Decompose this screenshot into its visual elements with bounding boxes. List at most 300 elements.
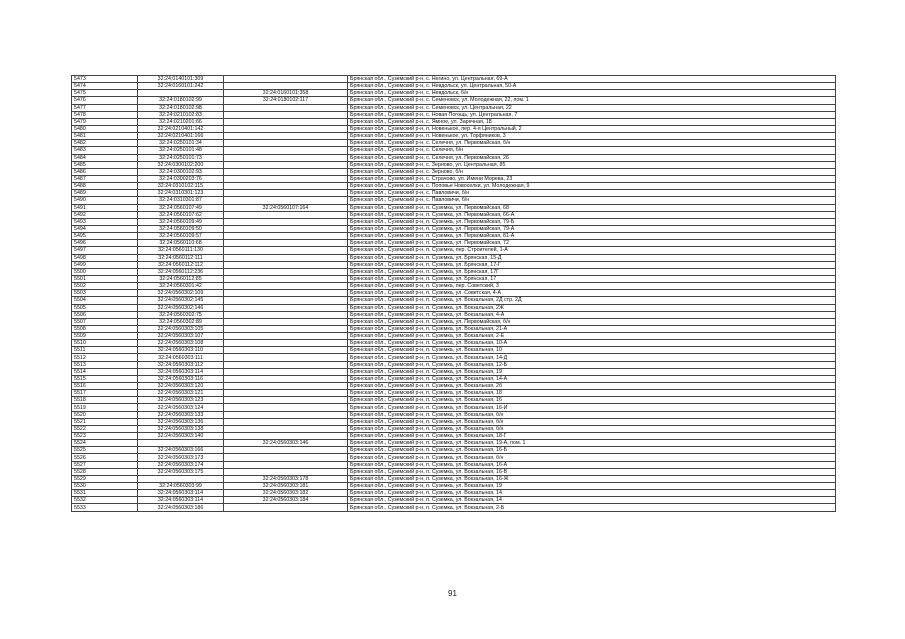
cadastral-number-cell: 32:24:0560303:124 [138,404,224,411]
cadastral-number-cell: 32:24:0560303:108 [138,340,224,347]
cadastral-number-cell: 32:24:0210401:166 [138,133,224,140]
building-cadastral-cell [224,275,348,282]
address-cell: Брянская обл., Суземский р-н, п. Суземка, ул. Первомайская, 72 [348,240,836,247]
address-cell: Брянская обл., Суземский р-н, п. Суземка, ул. Вокзальная, 16-И [348,404,836,411]
building-cadastral-cell [224,161,348,168]
building-cadastral-cell [224,290,348,297]
table-row [72,361,836,368]
address-cell: Брянская обл., Суземский р-н, п. Суземка, ул. Вокзальная, 16-В [348,468,836,475]
cadastral-number-cell: 32:24:0560301:42 [138,283,224,290]
row-number-cell: 5524 [72,440,138,447]
cadastral-number-cell: 32:24:0560303:140 [138,433,224,440]
address-cell: Брянская обл., Суземский р-н, с. Павловичи, б/н [348,197,836,204]
row-number-cell: 5521 [72,418,138,425]
table-row [72,225,836,232]
address-cell: Брянская обл., Суземский р-н, п. Суземка, ул. Вокзальная, 16 [348,397,836,404]
cadastral-number-cell: 32:24:0560303:120 [138,383,224,390]
table-row [72,490,836,497]
row-number-cell: 5526 [72,454,138,461]
row-number-cell: 5525 [72,447,138,454]
table-row [72,447,836,454]
table-row [72,104,836,111]
cadastral-number-cell: 32:24:0560303:99 [138,483,224,490]
table-row [72,347,836,354]
cadastral-number-cell: 32:24:0560303:174 [138,461,224,468]
address-cell: Брянская обл., Суземский р-н, п. Суземка, ул. Брянская, 17Г [348,268,836,275]
cadastral-number-cell: 32:24:0180102:98 [138,104,224,111]
address-cell: Брянская обл., Суземский р-н, п. Суземка, ул. Первомайская, б/н [348,318,836,325]
cadastral-number-cell: 32:24:0560110:68 [138,240,224,247]
page-number: 91 [448,589,457,598]
table-row [72,275,836,282]
table-row [72,76,836,83]
address-cell: Брянская обл., Суземский р-н, п. Суземка, ул. Вокзальная, 2б [348,383,836,390]
building-cadastral-cell [224,247,348,254]
cadastral-number-cell: 32:24:0560112:236 [138,268,224,275]
cadastral-number-cell: 32:24:0560109:49 [138,218,224,225]
table-row [72,304,836,311]
table-row [72,233,836,240]
building-cadastral-cell [224,190,348,197]
row-number-cell: 5501 [72,275,138,282]
address-cell: Брянская обл., Суземский р-н, с. Новая Погощь, ул. Центральная, 7 [348,111,836,118]
address-cell: Брянская обл., Суземский р-н, п. Суземка, ул. Вокзальная, б/н [348,425,836,432]
row-number-cell: 5474 [72,83,138,90]
table-row [72,204,836,211]
cadastral-number-cell: 32:24:0310301:87 [138,197,224,204]
building-cadastral-cell [224,261,348,268]
address-cell: Брянская обл., Суземский р-н, п. Суземка, ул. Вокзальная, 14 [348,497,836,504]
cadastral-number-cell: 32:24:0560303:173 [138,454,224,461]
table-row [72,504,836,511]
cadastral-number-cell: 32:24:0560303:114 [138,490,224,497]
cadastral-number-cell: 32:24:0560109:57 [138,233,224,240]
table-row [72,425,836,432]
building-cadastral-cell: 32:24:0560303:146 [224,440,348,447]
row-number-cell: 5503 [72,290,138,297]
building-cadastral-cell [224,447,348,454]
row-number-cell: 5510 [72,340,138,347]
row-number-cell: 5532 [72,497,138,504]
address-cell: Брянская обл., Суземский р-н, п. Суземка, ул. Первомайская, 66-А [348,211,836,218]
row-number-cell: 5518 [72,397,138,404]
address-cell: Брянская обл., Суземский р-н, п. Суземка, ул. Вокзальная, 19 [348,368,836,375]
building-cadastral-cell [224,340,348,347]
row-number-cell: 5528 [72,468,138,475]
row-number-cell: 5497 [72,247,138,254]
cadastral-number-cell: 32:24:0560303:107 [138,333,224,340]
address-cell: Брянская обл., Суземский р-н, п. Суземка, ул. Вокзальная, 19-А, пом. 1 [348,440,836,447]
row-number-cell: 5499 [72,261,138,268]
building-cadastral-cell [224,397,348,404]
address-cell: Брянская обл., Суземский р-н, п. Суземка, ул. Брянская, 15-Д [348,254,836,261]
table-row [72,483,836,490]
cadastral-number-cell: 32:24:0300203:76 [138,175,224,182]
cadastral-number-cell: 32:24:0560303:110 [138,347,224,354]
address-cell: Брянская обл., Суземский р-н, п. Суземка, ул. Брянская, 17-Г [348,261,836,268]
building-cadastral-cell [224,254,348,261]
cadastral-number-cell: 32:24:0250101:34 [138,140,224,147]
building-cadastral-cell [224,347,348,354]
building-cadastral-cell [224,225,348,232]
table-row [72,297,836,304]
row-number-cell: 5492 [72,211,138,218]
row-number-cell: 5476 [72,97,138,104]
building-cadastral-cell [224,283,348,290]
row-number-cell: 5473 [72,76,138,83]
address-cell: Брянская обл., Суземский р-н, с. Невдольск, б/н [348,90,836,97]
row-number-cell: 5487 [72,175,138,182]
row-number-cell: 5506 [72,311,138,318]
building-cadastral-cell [224,425,348,432]
row-number-cell: 5495 [72,233,138,240]
row-number-cell: 5519 [72,404,138,411]
building-cadastral-cell: 32:24:0560303:182 [224,490,348,497]
row-number-cell: 5513 [72,361,138,368]
building-cadastral-cell [224,83,348,90]
address-cell: Брянская обл., Суземский р-н, с. Павловичи, б/н [348,190,836,197]
row-number-cell: 5484 [72,154,138,161]
building-cadastral-cell [224,418,348,425]
building-cadastral-cell [224,111,348,118]
address-cell: Брянская обл., Суземский р-н, п. Суземка, ул. Брянская, 17 [348,275,836,282]
table-row [72,168,836,175]
cadastral-number-cell: 32:24:0560303:111 [138,354,224,361]
row-number-cell: 5485 [72,161,138,168]
address-cell: Брянская обл., Суземский р-н, с. Селечня, ул. Первомайская, 26 [348,154,836,161]
building-cadastral-cell [224,354,348,361]
row-number-cell: 5527 [72,461,138,468]
building-cadastral-cell [224,168,348,175]
table-row [72,468,836,475]
building-cadastral-cell [224,468,348,475]
cadastral-number-cell: 32:24:0560303:114 [138,497,224,504]
table-row [72,454,836,461]
row-number-cell: 5479 [72,118,138,125]
table-row [72,133,836,140]
address-cell: Брянская обл., Суземский р-н, с. Поповье Новоселки, ул. Молодежная, 9 [348,183,836,190]
building-cadastral-cell [224,375,348,382]
address-cell: Брянская обл., Суземский р-н, п. Суземка, ул. Вокзальная, 12-Б [348,361,836,368]
table-row [72,390,836,397]
row-number-cell: 5478 [72,111,138,118]
building-cadastral-cell [224,175,348,182]
cadastral-number-cell: 32:24:0300102:200 [138,161,224,168]
row-number-cell: 5490 [72,197,138,204]
cadastral-number-cell: 32:24:0140101:309 [138,76,224,83]
table-row [72,318,836,325]
table-row [72,83,836,90]
address-cell: Брянская обл., Суземский р-н, п. Суземка, ул. Первомайская, 68 [348,204,836,211]
building-cadastral-cell [224,183,348,190]
table-row [72,197,836,204]
building-cadastral-cell: 32:24:0560303:184 [224,497,348,504]
building-cadastral-cell [224,504,348,511]
building-cadastral-cell [224,311,348,318]
table-row [72,333,836,340]
row-number-cell: 5530 [72,483,138,490]
address-cell: Брянская обл., Суземский р-н, п. Суземка, ул. Вокзальная, 2-Б [348,504,836,511]
building-cadastral-cell [224,125,348,132]
table-row [72,418,836,425]
cadastral-number-cell: 32:24:0560112:111 [138,254,224,261]
building-cadastral-cell [224,76,348,83]
table-row [72,433,836,440]
building-cadastral-cell [224,318,348,325]
building-cadastral-cell [224,361,348,368]
row-number-cell: 5475 [72,90,138,97]
table-row [72,268,836,275]
cadastral-number-cell [138,90,224,97]
building-cadastral-cell: 32:24:0560303:178 [224,475,348,482]
registry-table [71,75,836,512]
row-number-cell: 5529 [72,475,138,482]
table-row [72,440,836,447]
row-number-cell: 5500 [72,268,138,275]
cadastral-number-cell: 32:24:0560302:145 [138,297,224,304]
cadastral-number-cell: 32:24:0210401:142 [138,125,224,132]
cadastral-number-cell: 32:24:0180102:99 [138,97,224,104]
row-number-cell: 5511 [72,347,138,354]
table-row [72,154,836,161]
cadastral-number-cell: 32:24:0560303:186 [138,504,224,511]
row-number-cell: 5531 [72,490,138,497]
table-row [72,111,836,118]
row-number-cell: 5483 [72,147,138,154]
building-cadastral-cell [224,268,348,275]
table-row [72,125,836,132]
table-row [72,340,836,347]
cadastral-number-cell: 32:24:0160101:242 [138,83,224,90]
table-row [72,497,836,504]
cadastral-number-cell: 32:24:0560303:133 [138,411,224,418]
row-number-cell: 5515 [72,375,138,382]
table-row [72,140,836,147]
cadastral-number-cell: 32:24:0250101:48 [138,147,224,154]
address-cell: Брянская обл., Суземский р-н, п. Суземка, ул. Вокзальная, б/н [348,411,836,418]
row-number-cell: 5488 [72,183,138,190]
row-number-cell: 5489 [72,190,138,197]
table-row [72,325,836,332]
cadastral-number-cell: 32:24:0560302:109 [138,290,224,297]
cadastral-number-cell: 32:24:0300102:93 [138,168,224,175]
address-cell: Брянская обл., Суземский р-н, п. Новенькое, ул. Торфяников, 3 [348,133,836,140]
address-cell: Брянская обл., Суземский р-н, с. Селечня, б/н [348,147,836,154]
row-number-cell: 5523 [72,433,138,440]
row-number-cell: 5517 [72,390,138,397]
cadastral-number-cell: 32:24:0560109:50 [138,225,224,232]
cadastral-number-cell: 32:24:0560112:85 [138,275,224,282]
address-cell: Брянская обл., Суземский р-н, п. Суземка, ул. Вокзальная, 16-Ж [348,475,836,482]
cadastral-number-cell: 32:24:0210102:83 [138,111,224,118]
table-row [72,383,836,390]
building-cadastral-cell [224,325,348,332]
cadastral-number-cell: 32:24:0560303:114 [138,368,224,375]
building-cadastral-cell [224,118,348,125]
address-cell: Брянская обл., Суземский р-н, п. Суземка, ул. Вокзальная, 2Ж [348,304,836,311]
address-cell: Брянская обл., Суземский р-н, п. Суземка, ул. Вокзальная, б/н [348,454,836,461]
building-cadastral-cell [224,411,348,418]
table-row [72,311,836,318]
table-row [72,147,836,154]
building-cadastral-cell: 32:24:0560107:164 [224,204,348,211]
building-cadastral-cell [224,154,348,161]
row-number-cell: 5514 [72,368,138,375]
building-cadastral-cell [224,368,348,375]
building-cadastral-cell: 32:24:0560303:181 [224,483,348,490]
table-row [72,290,836,297]
row-number-cell: 5486 [72,168,138,175]
address-cell: Брянская обл., Суземский р-н, п. Суземка, ул. Вокзальная, б/н [348,418,836,425]
row-number-cell: 5512 [72,354,138,361]
cadastral-number-cell: 32:24:0210201:66 [138,118,224,125]
table-row [72,404,836,411]
address-cell: Брянская обл., Суземский р-н, п. Суземка, ул. Вокзальная, 14-А [348,375,836,382]
building-cadastral-cell [224,433,348,440]
building-cadastral-cell [224,454,348,461]
row-number-cell: 5522 [72,425,138,432]
cadastral-number-cell: 32:24:0560303:123 [138,397,224,404]
row-number-cell: 5496 [72,240,138,247]
address-cell: Брянская обл., Суземский р-н, п. Суземка, ул. Первомайская, 81-А [348,233,836,240]
cadastral-number-cell: 32:24:0560111:130 [138,247,224,254]
table-row [72,118,836,125]
row-number-cell: 5494 [72,225,138,232]
row-number-cell: 5493 [72,218,138,225]
cadastral-number-cell: 32:24:0560303:112 [138,361,224,368]
building-cadastral-cell [224,197,348,204]
table-row [72,190,836,197]
address-cell: Брянская обл., Суземский р-н, п. Суземка, ул. Вокзальная, 4-А [348,311,836,318]
cadastral-number-cell: 32:24:0560303:121 [138,390,224,397]
table-row [72,161,836,168]
address-cell: Брянская обл., Суземский р-н, п. Суземка, ул. Вокзальная, 21-А [348,325,836,332]
building-cadastral-cell [224,240,348,247]
address-cell: Брянская обл., Суземский р-н, с. Ямное, ул. Заречная, 18 [348,118,836,125]
table-row [72,461,836,468]
row-number-cell: 5498 [72,254,138,261]
address-cell: Брянская обл., Суземский р-н, с. Зерново, ул. Центральная, 85 [348,161,836,168]
row-number-cell: 5533 [72,504,138,511]
cadastral-number-cell: 32:24:0560302:89 [138,318,224,325]
cadastral-number-cell: 32:24:0560303:175 [138,468,224,475]
registry-table-body [72,76,836,512]
cadastral-number-cell: 32:24:0310301:123 [138,190,224,197]
table-row [72,254,836,261]
table-row [72,411,836,418]
address-cell: Брянская обл., Суземский р-н, п. Суземка, ул. Вокзальная, 2-Е [348,333,836,340]
row-number-cell: 5509 [72,333,138,340]
address-cell: Брянская обл., Суземский р-н, с. Селечня, ул. Первомайская, б/н [348,140,836,147]
table-row [72,475,836,482]
address-cell: Брянская обл., Суземский р-н, с. Негино, ул. Центральная, 69-А [348,76,836,83]
row-number-cell: 5480 [72,125,138,132]
row-number-cell: 5508 [72,325,138,332]
address-cell: Брянская обл., Суземский р-н, п. Суземка, ул. Вокзальная, 10 [348,347,836,354]
address-cell: Брянская обл., Суземский р-н, п. Суземка, ул. Вокзальная, 14-Д [348,354,836,361]
address-cell: Брянская обл., Суземский р-н, п. Суземка, ул. Первомайская, 79-А [348,225,836,232]
row-number-cell: 5482 [72,140,138,147]
address-cell: Брянская обл., Суземский р-н, с. Страчово, ул. Имени Морева, 23 [348,175,836,182]
table-row [72,183,836,190]
row-number-cell: 5516 [72,383,138,390]
address-cell: Брянская обл., Суземский р-н, с. Семеновск, ул. Центральная, 22 [348,104,836,111]
address-cell: Брянская обл., Суземский р-н, п. Суземка, ул. Вокзальная, 18 [348,390,836,397]
table-row [72,397,836,404]
table-row [72,375,836,382]
row-number-cell: 5520 [72,411,138,418]
building-cadastral-cell: 32:24:0180102:117 [224,97,348,104]
table-row [72,90,836,97]
row-number-cell: 5505 [72,304,138,311]
address-cell: Брянская обл., Суземский р-н, с. Невдольск, ул. Центральная, 50-А [348,83,836,90]
address-cell: Брянская обл., Суземский р-н, п. Суземка, ул. Вокзальная, 16-А [348,461,836,468]
table-row [72,368,836,375]
table-row [72,175,836,182]
cadastral-number-cell: 32:24:0560303:166 [138,447,224,454]
address-cell: Брянская обл., Суземский р-н, п. Суземка, ул. Вокзальная, 2Д стр. 2Д [348,297,836,304]
cadastral-number-cell: 32:24:0560112:112 [138,261,224,268]
building-cadastral-cell [224,218,348,225]
address-cell: Брянская обл., Суземский р-н, п. Суземка, ул. Вокзальная, 16-Б [348,447,836,454]
cadastral-number-cell: 32:24:0560303:105 [138,325,224,332]
cadastral-number-cell: 32:24:0560303:138 [138,425,224,432]
cadastral-number-cell: 32:24:0560303:116 [138,375,224,382]
table-row [72,261,836,268]
building-cadastral-cell [224,297,348,304]
address-cell: Брянская обл., Суземский р-н, с. Семеновск, ул. Молодежная, 22, пом. 1 [348,97,836,104]
address-cell: Брянская обл., Суземский р-н, п. Суземка, ул. Советская, 4-А [348,290,836,297]
row-number-cell: 5481 [72,133,138,140]
table-row [72,247,836,254]
building-cadastral-cell [224,461,348,468]
cadastral-number-cell [138,440,224,447]
building-cadastral-cell: 32:24:0160101:358 [224,90,348,97]
building-cadastral-cell [224,383,348,390]
address-cell: Брянская обл., Суземский р-н, п. Новенькое, пер. 4-я Центральный, 2 [348,125,836,132]
building-cadastral-cell [224,304,348,311]
table-row [72,240,836,247]
row-number-cell: 5491 [72,204,138,211]
cadastral-number-cell: 32:24:0560107:49 [138,204,224,211]
building-cadastral-cell [224,140,348,147]
address-cell: Брянская обл., Суземский р-н, с. Зерново, б/н [348,168,836,175]
building-cadastral-cell [224,147,348,154]
cadastral-number-cell: 32:24:0310102:115 [138,183,224,190]
building-cadastral-cell [224,404,348,411]
address-cell: Брянская обл., Суземский р-н, п. Суземка, ул. Вокзальная, 10-А [348,340,836,347]
building-cadastral-cell [224,104,348,111]
cadastral-number-cell: 32:24:0560303:136 [138,418,224,425]
building-cadastral-cell [224,333,348,340]
row-number-cell: 5504 [72,297,138,304]
address-cell: Брянская обл., Суземский р-н, п. Суземка, ул. Вокзальная, 19 [348,483,836,490]
table-row [72,211,836,218]
cadastral-number-cell: 32:24:0560107:62 [138,211,224,218]
cadastral-number-cell: 32:24:0560302:146 [138,304,224,311]
table-row [72,283,836,290]
table-row [72,218,836,225]
row-number-cell: 5507 [72,318,138,325]
building-cadastral-cell [224,233,348,240]
address-cell: Брянская обл., Суземский р-н, п. Суземка, ул. Первомайская, 79-Б [348,218,836,225]
address-cell: Брянская обл., Суземский р-н, п. Суземка, пер. Советский, 3 [348,283,836,290]
building-cadastral-cell [224,133,348,140]
address-cell: Брянская обл., Суземский р-н, п. Суземка, ул. Вокзальная, 14 [348,490,836,497]
address-cell: Брянская обл., Суземский р-н, п. Суземка, пер. Строителей, 1-А [348,247,836,254]
row-number-cell: 5477 [72,104,138,111]
cadastral-number-cell: 32:24:0560302:75 [138,311,224,318]
